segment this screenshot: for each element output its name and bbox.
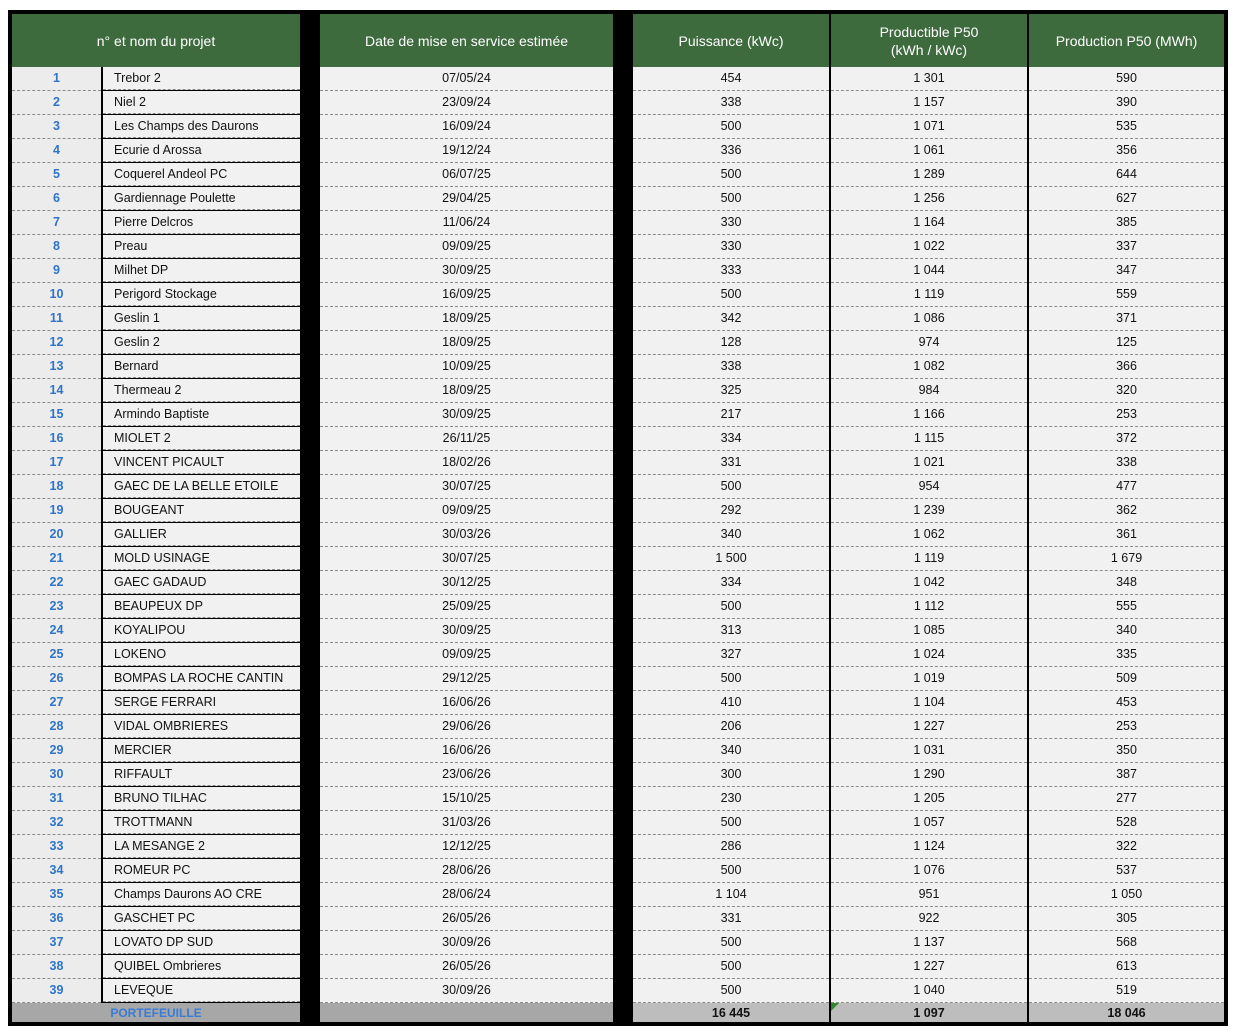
- cell-number[interactable]: 12: [12, 331, 101, 355]
- table-row: [8, 907, 1228, 931]
- table-row: [8, 259, 1228, 283]
- cell-power[interactable]: 206: [633, 715, 829, 739]
- cell-number[interactable]: 30: [12, 763, 101, 787]
- cell-date[interactable]: 15/10/25: [320, 787, 613, 811]
- cell-power[interactable]: 292: [633, 499, 829, 523]
- cell-project-name[interactable]: Armindo Baptiste: [103, 403, 300, 426]
- cell-number[interactable]: 9: [12, 259, 101, 283]
- table-row: [8, 691, 1228, 715]
- cell-productible[interactable]: 1 104: [831, 691, 1027, 715]
- cell-productible[interactable]: 1 024: [831, 643, 1027, 667]
- table-row: [8, 979, 1228, 1003]
- cell-power[interactable]: 500: [633, 811, 829, 835]
- cell-productible[interactable]: 1 124: [831, 835, 1027, 859]
- cell-production[interactable]: 559: [1029, 283, 1224, 307]
- cell-production[interactable]: 253: [1029, 403, 1224, 427]
- cell-project-name[interactable]: GAEC GADAUD: [103, 571, 300, 594]
- cell-power[interactable]: 500: [633, 979, 829, 1003]
- cell-project-name[interactable]: SERGE FERRARI: [103, 691, 300, 714]
- cell-project-name[interactable]: ROMEUR PC: [103, 859, 300, 882]
- cell-production[interactable]: 568: [1029, 931, 1224, 955]
- cell-number[interactable]: 1: [12, 67, 101, 91]
- cell-productible[interactable]: 1 137: [831, 931, 1027, 955]
- table-row: [8, 883, 1228, 907]
- cell-productible[interactable]: 1 086: [831, 307, 1027, 331]
- cell-power[interactable]: 325: [633, 379, 829, 403]
- cell-power[interactable]: 336: [633, 139, 829, 163]
- cell-number[interactable]: 14: [12, 379, 101, 403]
- table-row: [8, 355, 1228, 379]
- cell-number[interactable]: 15: [12, 403, 101, 427]
- cell-number[interactable]: 34: [12, 859, 101, 883]
- cell-productible[interactable]: 1 040: [831, 979, 1027, 1003]
- cell-date[interactable]: 30/07/25: [320, 475, 613, 499]
- cell-number[interactable]: 3: [12, 115, 101, 139]
- cell-productible[interactable]: 954: [831, 475, 1027, 499]
- cell-project-name[interactable]: Preau: [103, 235, 300, 258]
- cell-number[interactable]: 6: [12, 187, 101, 211]
- cell-power[interactable]: 500: [633, 475, 829, 499]
- cell-date[interactable]: 10/09/25: [320, 355, 613, 379]
- cell-power[interactable]: 340: [633, 523, 829, 547]
- cell-production[interactable]: 509: [1029, 667, 1224, 691]
- table-row: [8, 91, 1228, 115]
- cell-project-name[interactable]: BOMPAS LA ROCHE CANTIN: [103, 667, 300, 690]
- table-row: [8, 187, 1228, 211]
- cell-date[interactable]: 30/03/26: [320, 523, 613, 547]
- cell-date[interactable]: 18/09/25: [320, 379, 613, 403]
- table-row: [8, 427, 1228, 451]
- cell-productible[interactable]: 1 157: [831, 91, 1027, 115]
- cell-production[interactable]: 385: [1029, 211, 1224, 235]
- cell-power[interactable]: 128: [633, 331, 829, 355]
- total-production[interactable]: 18 046: [1029, 1003, 1224, 1022]
- cell-production[interactable]: 371: [1029, 307, 1224, 331]
- table-row: [8, 811, 1228, 835]
- table-row: [8, 763, 1228, 787]
- cell-date[interactable]: 09/09/25: [320, 499, 613, 523]
- cell-production[interactable]: 644: [1029, 163, 1224, 187]
- cell-project-name[interactable]: LEVEQUE: [103, 979, 300, 1002]
- cell-power[interactable]: 286: [633, 835, 829, 859]
- cell-project-name[interactable]: BRUNO TILHAC: [103, 787, 300, 810]
- cell-project-name[interactable]: Gardiennage Poulette: [103, 187, 300, 210]
- spreadsheet-table: [8, 10, 1228, 1026]
- cell-production[interactable]: 362: [1029, 499, 1224, 523]
- cell-productible[interactable]: 1 289: [831, 163, 1027, 187]
- cell-project-name[interactable]: Geslin 2: [103, 331, 300, 354]
- cell-productible[interactable]: 1 042: [831, 571, 1027, 595]
- cell-project-name[interactable]: MOLD USINAGE: [103, 547, 300, 570]
- table-row: [8, 475, 1228, 499]
- cell-date[interactable]: 28/06/26: [320, 859, 613, 883]
- cell-production[interactable]: 348: [1029, 571, 1224, 595]
- table-row: [8, 403, 1228, 427]
- cell-production[interactable]: 322: [1029, 835, 1224, 859]
- cell-power[interactable]: 500: [633, 859, 829, 883]
- cell-project-name[interactable]: Les Champs des Daurons: [103, 115, 300, 138]
- cell-productible[interactable]: 1 076: [831, 859, 1027, 883]
- cell-project-name[interactable]: BEAUPEUX DP: [103, 595, 300, 618]
- table-row: [8, 667, 1228, 691]
- cell-date[interactable]: 09/09/25: [320, 235, 613, 259]
- cell-date[interactable]: 18/02/26: [320, 451, 613, 475]
- cell-production[interactable]: 277: [1029, 787, 1224, 811]
- total-power[interactable]: 16 445: [633, 1003, 829, 1022]
- cell-power[interactable]: 334: [633, 571, 829, 595]
- table-row: [8, 235, 1228, 259]
- cell-productible[interactable]: 1 112: [831, 595, 1027, 619]
- cell-number[interactable]: 7: [12, 211, 101, 235]
- cell-project-name[interactable]: GASCHET PC: [103, 907, 300, 930]
- cell-date[interactable]: 11/06/24: [320, 211, 613, 235]
- cell-production[interactable]: 340: [1029, 619, 1224, 643]
- cell-number[interactable]: 37: [12, 931, 101, 955]
- cell-project-name[interactable]: Geslin 1: [103, 307, 300, 330]
- total-row: [8, 1003, 1228, 1022]
- cell-project-name[interactable]: BOUGEANT: [103, 499, 300, 522]
- cell-number[interactable]: 28: [12, 715, 101, 739]
- cell-project-name[interactable]: LOKENO: [103, 643, 300, 666]
- header-project[interactable]: n° et nom du projet: [12, 14, 300, 67]
- cell-production[interactable]: 387: [1029, 763, 1224, 787]
- cell-date[interactable]: 18/09/25: [320, 331, 613, 355]
- cell-power[interactable]: 1 500: [633, 547, 829, 571]
- cell-power[interactable]: 313: [633, 619, 829, 643]
- cell-number[interactable]: 25: [12, 643, 101, 667]
- cell-date[interactable]: 09/09/25: [320, 643, 613, 667]
- cell-number[interactable]: 2: [12, 91, 101, 115]
- total-label[interactable]: PORTEFEUILLE: [12, 1003, 300, 1022]
- cell-date[interactable]: 30/09/26: [320, 931, 613, 955]
- cell-productible[interactable]: 984: [831, 379, 1027, 403]
- cell-production[interactable]: 453: [1029, 691, 1224, 715]
- cell-productible[interactable]: 974: [831, 331, 1027, 355]
- cell-production[interactable]: 627: [1029, 187, 1224, 211]
- cell-productible[interactable]: 1 061: [831, 139, 1027, 163]
- cell-productible[interactable]: 1 164: [831, 211, 1027, 235]
- cell-production[interactable]: 335: [1029, 643, 1224, 667]
- cell-project-name[interactable]: Milhet DP: [103, 259, 300, 282]
- cell-production[interactable]: 361: [1029, 523, 1224, 547]
- cell-power[interactable]: 333: [633, 259, 829, 283]
- cell-project-name[interactable]: Champs Daurons AO CRE: [103, 883, 300, 906]
- cell-production[interactable]: 1 679: [1029, 547, 1224, 571]
- table-row: [8, 739, 1228, 763]
- cell-power[interactable]: 330: [633, 235, 829, 259]
- cell-number[interactable]: 29: [12, 739, 101, 763]
- cell-number[interactable]: 17: [12, 451, 101, 475]
- header-production[interactable]: Production P50 (MWh): [1029, 14, 1224, 67]
- cell-date[interactable]: 16/09/24: [320, 115, 613, 139]
- cell-power[interactable]: 300: [633, 763, 829, 787]
- cell-project-name[interactable]: GALLIER: [103, 523, 300, 546]
- cell-production[interactable]: 372: [1029, 427, 1224, 451]
- cell-date[interactable]: 30/07/25: [320, 547, 613, 571]
- cell-date[interactable]: 06/07/25: [320, 163, 613, 187]
- table-row: [8, 67, 1228, 91]
- cell-project-name[interactable]: MERCIER: [103, 739, 300, 762]
- table-row: [8, 499, 1228, 523]
- cell-date[interactable]: 30/09/25: [320, 403, 613, 427]
- cell-number[interactable]: 26: [12, 667, 101, 691]
- cell-date[interactable]: 30/09/26: [320, 979, 613, 1003]
- cell-production[interactable]: 613: [1029, 955, 1224, 979]
- cell-project-name[interactable]: RIFFAULT: [103, 763, 300, 786]
- cell-productible[interactable]: 1 290: [831, 763, 1027, 787]
- cell-date[interactable]: 19/12/24: [320, 139, 613, 163]
- cell-date[interactable]: 23/06/26: [320, 763, 613, 787]
- cell-production[interactable]: 338: [1029, 451, 1224, 475]
- cell-date[interactable]: 12/12/25: [320, 835, 613, 859]
- cell-number[interactable]: 13: [12, 355, 101, 379]
- cell-production[interactable]: 390: [1029, 91, 1224, 115]
- cell-productible[interactable]: 1 115: [831, 427, 1027, 451]
- table-row: [8, 307, 1228, 331]
- cell-production[interactable]: 253: [1029, 715, 1224, 739]
- cell-project-name[interactable]: VIDAL OMBRIERES: [103, 715, 300, 738]
- cell-productible[interactable]: 1 044: [831, 259, 1027, 283]
- cell-power[interactable]: 500: [633, 163, 829, 187]
- cell-date[interactable]: 16/06/26: [320, 739, 613, 763]
- cell-project-name[interactable]: Pierre Delcros: [103, 211, 300, 234]
- table-header: [8, 10, 1228, 67]
- cell-power[interactable]: 1 104: [633, 883, 829, 907]
- total-productible-cell[interactable]: [831, 1003, 1027, 1022]
- cell-project-name[interactable]: TROTTMANN: [103, 811, 300, 834]
- cell-power[interactable]: 340: [633, 739, 829, 763]
- cell-power[interactable]: 331: [633, 907, 829, 931]
- table-row: [8, 283, 1228, 307]
- cell-production[interactable]: 305: [1029, 907, 1224, 931]
- cell-productible[interactable]: 1 119: [831, 547, 1027, 571]
- cell-date[interactable]: 31/03/26: [320, 811, 613, 835]
- cell-production[interactable]: 356: [1029, 139, 1224, 163]
- cell-power[interactable]: 454: [633, 67, 829, 91]
- cell-power[interactable]: 331: [633, 451, 829, 475]
- cell-project-name[interactable]: Trebor 2: [103, 67, 300, 90]
- cell-number[interactable]: 11: [12, 307, 101, 331]
- cell-date[interactable]: 25/09/25: [320, 595, 613, 619]
- cell-number[interactable]: 4: [12, 139, 101, 163]
- cell-productible[interactable]: 951: [831, 883, 1027, 907]
- cell-production[interactable]: 528: [1029, 811, 1224, 835]
- cell-power[interactable]: 327: [633, 643, 829, 667]
- cell-project-name[interactable]: LA MESANGE 2: [103, 835, 300, 858]
- table-row: [8, 571, 1228, 595]
- cell-date[interactable]: 30/09/25: [320, 259, 613, 283]
- table-row: [8, 595, 1228, 619]
- cell-number[interactable]: 24: [12, 619, 101, 643]
- cell-productible[interactable]: 1 119: [831, 283, 1027, 307]
- table-row: [8, 523, 1228, 547]
- cell-number[interactable]: 10: [12, 283, 101, 307]
- table-row: [8, 955, 1228, 979]
- cell-productible[interactable]: 1 062: [831, 523, 1027, 547]
- table-row: [8, 139, 1228, 163]
- header-power[interactable]: Puissance (kWc): [633, 14, 829, 67]
- cell-date[interactable]: 26/05/26: [320, 907, 613, 931]
- cell-production[interactable]: 320: [1029, 379, 1224, 403]
- cell-productible[interactable]: 1 082: [831, 355, 1027, 379]
- cell-project-name[interactable]: Ecurie d Arossa: [103, 139, 300, 162]
- cell-number[interactable]: 19: [12, 499, 101, 523]
- cell-date[interactable]: 16/09/25: [320, 283, 613, 307]
- cell-number[interactable]: 32: [12, 811, 101, 835]
- cell-project-name[interactable]: Perigord Stockage: [103, 283, 300, 306]
- cell-production[interactable]: 366: [1029, 355, 1224, 379]
- table-row: [8, 643, 1228, 667]
- cell-project-name[interactable]: QUIBEL Ombrieres: [103, 955, 300, 978]
- cell-productible[interactable]: 1 301: [831, 67, 1027, 91]
- cell-project-name[interactable]: Coquerel Andeol PC: [103, 163, 300, 186]
- cell-date[interactable]: 23/09/24: [320, 91, 613, 115]
- cell-date[interactable]: 26/11/25: [320, 427, 613, 451]
- cell-date[interactable]: 30/09/25: [320, 619, 613, 643]
- cell-power[interactable]: 500: [633, 955, 829, 979]
- header-productible[interactable]: Productible P50 (kWh / kWc): [831, 14, 1027, 67]
- table-row: [8, 715, 1228, 739]
- cell-number[interactable]: 20: [12, 523, 101, 547]
- cell-production[interactable]: 347: [1029, 259, 1224, 283]
- cell-number[interactable]: 33: [12, 835, 101, 859]
- cell-number[interactable]: 16: [12, 427, 101, 451]
- cell-productible[interactable]: 1 205: [831, 787, 1027, 811]
- cell-number[interactable]: 36: [12, 907, 101, 931]
- table-row: [8, 619, 1228, 643]
- cell-number[interactable]: 22: [12, 571, 101, 595]
- cell-date[interactable]: 29/06/26: [320, 715, 613, 739]
- cell-power[interactable]: 230: [633, 787, 829, 811]
- cell-power[interactable]: 500: [633, 115, 829, 139]
- cell-project-name[interactable]: LOVATO DP SUD: [103, 931, 300, 954]
- cell-date[interactable]: 30/12/25: [320, 571, 613, 595]
- table-row: [8, 331, 1228, 355]
- total-date-cell[interactable]: [320, 1003, 613, 1022]
- cell-date[interactable]: 28/06/24: [320, 883, 613, 907]
- cell-number[interactable]: 31: [12, 787, 101, 811]
- cell-project-name[interactable]: KOYALIPOU: [103, 619, 300, 642]
- cell-power[interactable]: 338: [633, 91, 829, 115]
- cell-project-name[interactable]: Thermeau 2: [103, 379, 300, 402]
- cell-productible[interactable]: 1 021: [831, 451, 1027, 475]
- cell-power[interactable]: 500: [633, 187, 829, 211]
- cell-productible[interactable]: 1 239: [831, 499, 1027, 523]
- cell-productible[interactable]: 1 256: [831, 187, 1027, 211]
- cell-project-name[interactable]: Niel 2: [103, 91, 300, 114]
- cell-number[interactable]: 27: [12, 691, 101, 715]
- cell-date[interactable]: 26/05/26: [320, 955, 613, 979]
- cell-project-name[interactable]: MIOLET 2: [103, 427, 300, 450]
- cell-number[interactable]: 23: [12, 595, 101, 619]
- table-row: [8, 787, 1228, 811]
- cell-production[interactable]: 337: [1029, 235, 1224, 259]
- cell-power[interactable]: 500: [633, 931, 829, 955]
- cell-production[interactable]: 519: [1029, 979, 1224, 1003]
- table-row: [8, 211, 1228, 235]
- table-row: [8, 547, 1228, 571]
- table-row: [8, 451, 1228, 475]
- cell-production[interactable]: 1 050: [1029, 883, 1224, 907]
- cell-number[interactable]: 18: [12, 475, 101, 499]
- cell-production[interactable]: 125: [1029, 331, 1224, 355]
- table-row: [8, 115, 1228, 139]
- header-date[interactable]: Date de mise en service estimée: [320, 14, 613, 67]
- cell-productible[interactable]: 1 022: [831, 235, 1027, 259]
- cell-number[interactable]: 21: [12, 547, 101, 571]
- table-row: [8, 835, 1228, 859]
- cell-power[interactable]: 330: [633, 211, 829, 235]
- cell-power[interactable]: 342: [633, 307, 829, 331]
- cell-number[interactable]: 5: [12, 163, 101, 187]
- cell-productible[interactable]: 1 071: [831, 115, 1027, 139]
- cell-production[interactable]: 477: [1029, 475, 1224, 499]
- cell-productible[interactable]: 1 057: [831, 811, 1027, 835]
- cell-productible[interactable]: 1 019: [831, 667, 1027, 691]
- cell-number[interactable]: 38: [12, 955, 101, 979]
- cell-production[interactable]: 590: [1029, 67, 1224, 91]
- cell-power[interactable]: 217: [633, 403, 829, 427]
- cell-number[interactable]: 39: [12, 979, 101, 1003]
- cell-productible[interactable]: 1 085: [831, 619, 1027, 643]
- table-row: [8, 859, 1228, 883]
- cell-productible[interactable]: 922: [831, 907, 1027, 931]
- cell-power[interactable]: 410: [633, 691, 829, 715]
- cell-production[interactable]: 350: [1029, 739, 1224, 763]
- cell-productible[interactable]: 1 227: [831, 715, 1027, 739]
- cell-date[interactable]: 18/09/25: [320, 307, 613, 331]
- cell-production[interactable]: 555: [1029, 595, 1224, 619]
- cell-productible[interactable]: 1 166: [831, 403, 1027, 427]
- cell-date[interactable]: 07/05/24: [320, 67, 613, 91]
- error-indicator-icon: [831, 1003, 839, 1011]
- table-row: [8, 163, 1228, 187]
- cell-date[interactable]: 16/06/26: [320, 691, 613, 715]
- cell-productible[interactable]: 1 227: [831, 955, 1027, 979]
- cell-power[interactable]: 338: [633, 355, 829, 379]
- cell-production[interactable]: 535: [1029, 115, 1224, 139]
- cell-productible[interactable]: 1 031: [831, 739, 1027, 763]
- cell-date[interactable]: 29/12/25: [320, 667, 613, 691]
- cell-project-name[interactable]: VINCENT PICAULT: [103, 451, 300, 474]
- cell-power[interactable]: 500: [633, 667, 829, 691]
- total-productible: 1 097: [913, 1006, 945, 1020]
- cell-power[interactable]: 500: [633, 595, 829, 619]
- cell-power[interactable]: 500: [633, 283, 829, 307]
- cell-project-name[interactable]: GAEC DE LA BELLE ETOILE: [103, 475, 300, 498]
- cell-project-name[interactable]: Bernard: [103, 355, 300, 378]
- table-row: [8, 931, 1228, 955]
- cell-power[interactable]: 334: [633, 427, 829, 451]
- cell-number[interactable]: 35: [12, 883, 101, 907]
- cell-date[interactable]: 29/04/25: [320, 187, 613, 211]
- cell-number[interactable]: 8: [12, 235, 101, 259]
- cell-production[interactable]: 537: [1029, 859, 1224, 883]
- table-row: [8, 379, 1228, 403]
